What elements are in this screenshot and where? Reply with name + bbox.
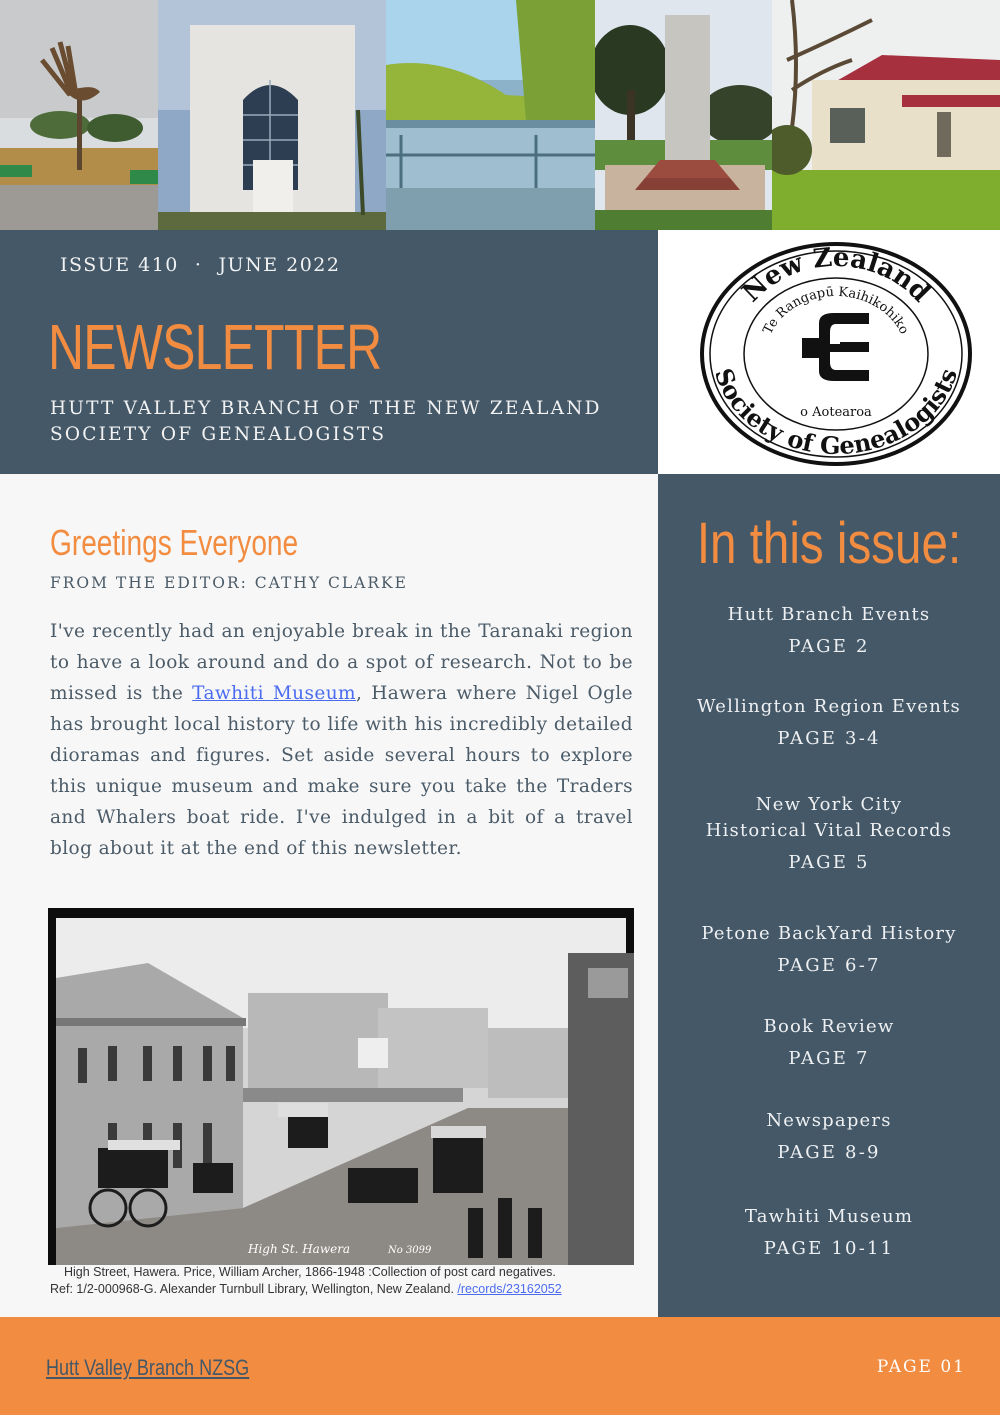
war-memorial-photo [595,0,772,230]
header-photo-strip [0,0,1000,230]
svg-text:o Aotearoa: o Aotearoa [800,405,872,420]
masthead [0,230,658,474]
toc-item-hutt-branch-events[interactable] [658,602,1000,657]
toc-item-page: PAGE 6-7 [777,955,881,976]
toc-item-tawhiti-museum[interactable] [658,1204,1000,1259]
hutt-valley-branch-link[interactable]: Hutt Valley Branch NZSG [46,1355,250,1380]
toc-item-title: Wellington Region Events [697,696,961,717]
nzsg-logo [658,230,1000,474]
svg-text:No 3099: No 3099 [388,1245,432,1256]
page-footer [0,1317,1000,1415]
river-bridge-photo [386,0,595,230]
toc-item-title: New York City Historical Vital Records [705,794,953,841]
article-heading: Greetings Everyone [50,522,299,563]
toc-item-book-review[interactable] [658,1014,1000,1069]
page-number: PAGE 01 [876,1357,966,1377]
toc-item-title: Petone BackYard History [701,923,957,944]
in-this-issue-sidebar [658,474,1000,1317]
svg-text:High St. Hawera: High St. Hawera [248,1242,351,1256]
newsletter-title: NEWSLETTER [48,311,382,383]
toc-item-page: PAGE 3-4 [777,728,881,749]
article-body-text-2: , Hawera where Nigel Ogle has brought local history to life with his incredibly detailed dioramas and figures. Set aside several hours to explore this unique museum and make sure you take the Traders and Whalers boat ride. I've indulged in a bit of a travel blog about it at the end of this newsletter. [50,683,633,859]
issue-date: JUNE 2022 [218,254,341,276]
caption-line-2: Ref: 1/2-000968-G. Alexander Turnbull Library, Wellington, New Zealand. [50,1282,458,1296]
toc-item-nyc-vital-records[interactable] [658,792,1000,873]
article-body [50,616,633,864]
issue-number: ISSUE 410 [60,254,179,276]
toc-item-title: Hutt Branch Events [727,604,931,625]
memorial-building-photo [158,0,386,230]
tawhiti-museum-link[interactable]: Tawhiti Museum [192,683,356,704]
newsletter-subtitle: HUTT VALLEY BRANCH OF THE NEW ZEALAND SOCIETY OF GENEALOGISTS [50,398,602,445]
toc-item-page: PAGE 7 [788,1048,870,1069]
toc-item-petone-backyard-history[interactable] [658,921,1000,976]
cottage-photo [772,0,1000,230]
high-street-hawera-photo [48,908,634,1265]
toc-item-page: PAGE 10-11 [763,1238,895,1259]
toc-item-title: Tawhiti Museum [744,1206,914,1227]
svg-text:New Zealand: New Zealand [736,242,936,309]
issue-line [60,254,340,276]
svg-text:Te Rangapū Kaihikohiko: Te Rangapū Kaihikohiko [760,284,912,337]
editor-article [0,474,658,1317]
toc-item-title: Book Review [763,1016,895,1037]
article-body-text-1: I've recently had an enjoyable break in the Taranaki region to have a look around and do a spot of research. Not to be missed is the [50,621,633,704]
toc-item-wellington-region-events[interactable] [658,694,1000,749]
toc-item-title: Newspapers [766,1110,892,1131]
svg-text:Society of Genealogists: Society of Genealogists [708,364,964,461]
toc-item-page: PAGE 8-9 [777,1142,881,1163]
fantail-sculpture-photo [0,0,158,230]
toc-heading: In this issue: [696,511,962,576]
toc-item-page: PAGE 5 [788,852,870,873]
natlib-record-link[interactable]: /records/23162052 [457,1282,562,1296]
toc-item-newspapers[interactable] [658,1108,1000,1163]
photo-caption [50,1264,640,1298]
article-byline: FROM THE EDITOR: CATHY CLARKE [50,574,408,592]
toc-item-page: PAGE 2 [788,636,870,657]
issue-separator: · [194,254,203,276]
caption-line-1: High Street, Hawera. Price, William Archer, 1866-1948 :Collection of post card negatives. [64,1265,556,1279]
nzsg-seal-icon [694,238,978,470]
